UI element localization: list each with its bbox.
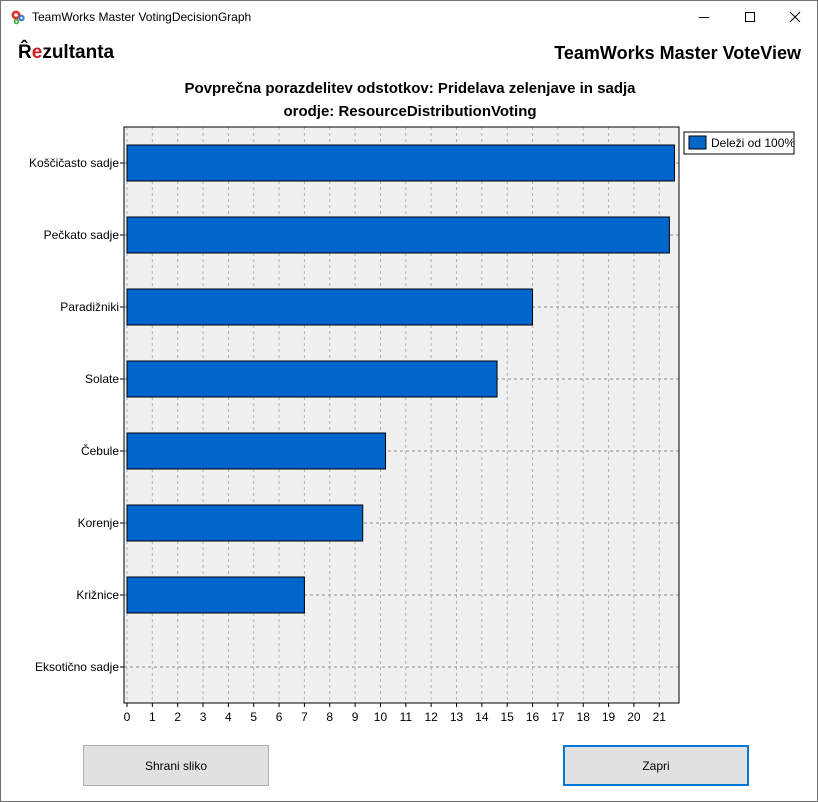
x-tick-label: 19: [601, 710, 616, 724]
x-tick-label: 9: [351, 710, 359, 724]
legend-swatch: [689, 136, 706, 149]
x-tick-label: 7: [301, 710, 308, 724]
x-tick-label: 15: [500, 710, 514, 724]
chart-title-line1: Povprečna porazdelitev odstotkov: Pridelava zelenjave in sadja: [184, 80, 636, 97]
x-tick-label: 0: [123, 710, 131, 724]
y-tick-label: Paradižniki: [60, 300, 119, 314]
x-tick-label: 1: [149, 710, 156, 724]
bar: [127, 145, 674, 181]
save-image-button[interactable]: Shrani sliko: [83, 745, 269, 786]
y-tick-label: Korenje: [77, 516, 119, 530]
x-tick-label: 17: [551, 710, 565, 724]
y-tick-label: Eksotično sadje: [34, 660, 119, 674]
x-tick-label: 11: [399, 710, 413, 724]
results-heading-first: R̂: [18, 42, 32, 63]
x-tick-label: 8: [326, 710, 334, 724]
x-tick-label: 3: [199, 710, 207, 724]
legend-label: Deleži od 100%: [711, 136, 796, 150]
x-tick-label: 10: [373, 710, 388, 724]
chart-title-line2: orodje: ResourceDistributionVoting: [283, 103, 537, 120]
x-tick-label: 12: [424, 710, 438, 724]
x-tick-label: 13: [449, 710, 464, 724]
x-tick-label: 21: [652, 710, 666, 724]
y-tick-label: Čebule: [80, 444, 119, 458]
bar: [127, 289, 533, 325]
y-tick-label: Pečkato sadje: [43, 228, 119, 242]
results-heading-rest: zultanta: [42, 42, 115, 63]
x-tick-label: 20: [627, 710, 641, 724]
x-tick-label: 6: [275, 710, 283, 724]
bar: [127, 577, 304, 613]
plot-area: [124, 127, 679, 703]
x-tick-label: 2: [174, 710, 182, 724]
x-tick-label: 4: [225, 710, 232, 724]
product-heading: TeamWorks Master VoteView: [554, 43, 801, 63]
close-button[interactable]: Zapri: [563, 745, 749, 786]
y-tick-label: Koščičasto sadje: [28, 156, 119, 170]
bar: [127, 433, 386, 469]
bar: [127, 505, 363, 541]
y-tick-label: Križnice: [76, 588, 119, 602]
bar-chart: [1, 1, 817, 741]
results-heading-accent: e: [31, 42, 43, 63]
bar: [127, 361, 497, 397]
window-title: TeamWorks Master VotingDecisionGraph: [32, 10, 252, 24]
x-tick-label: 14: [475, 710, 489, 724]
x-tick-label: 18: [576, 710, 590, 724]
y-tick-label: Solate: [84, 372, 119, 386]
x-tick-label: 16: [525, 710, 540, 724]
bar: [127, 217, 669, 253]
x-tick-label: 5: [250, 710, 258, 724]
